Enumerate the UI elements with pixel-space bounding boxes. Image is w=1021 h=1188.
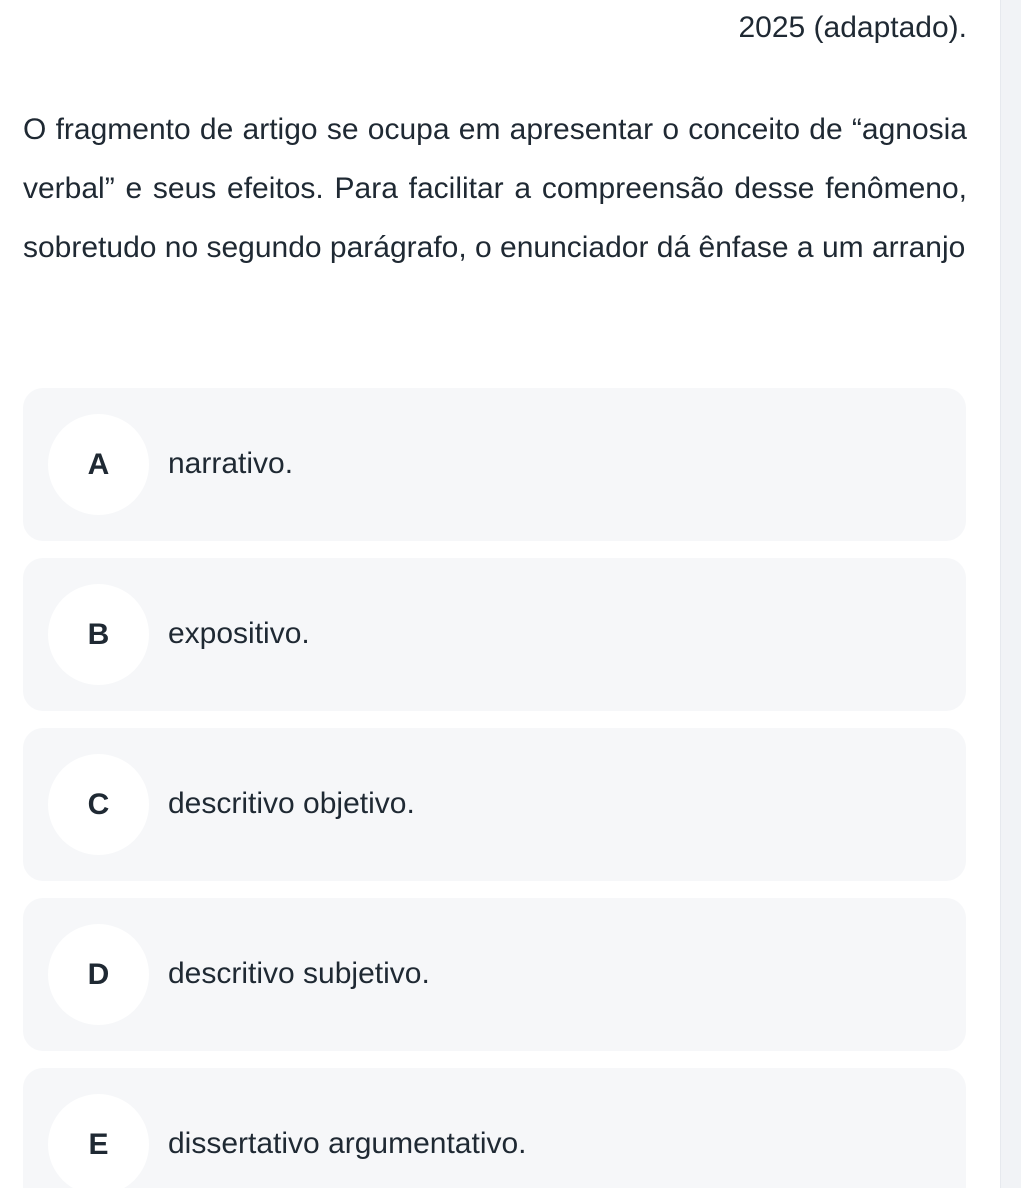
option-text: descritivo subjetivo. [168,957,430,990]
option-letter-badge: C [48,754,149,855]
option-a[interactable] [23,388,966,541]
option-b[interactable] [23,558,966,711]
source-citation: 2025 (adaptado). [738,11,967,44]
option-letter-badge: E [48,1094,149,1188]
option-text: descritivo objetivo. [168,787,415,820]
scrollbar-track[interactable] [1000,0,1021,1188]
answer-options [23,388,966,1188]
option-d[interactable] [23,898,966,1051]
option-text: narrativo. [168,447,294,480]
question-statement: O fragmento de artigo se ocupa em apresentar o conceito de “agnosia verbal” e seus efeitos. Para facilitar a compreensão desse fenômeno, sobretudo no segundo parágrafo, o enunciador dá ênfase a um arranjo [23,113,967,264]
option-letter-badge: D [48,924,149,1025]
option-letter-badge: B [48,584,149,685]
option-text: dissertativo argumentativo. [168,1127,527,1160]
option-letter-badge: A [48,414,149,515]
option-text: expositivo. [168,617,310,650]
option-e[interactable] [23,1068,966,1188]
option-c[interactable] [23,728,966,881]
